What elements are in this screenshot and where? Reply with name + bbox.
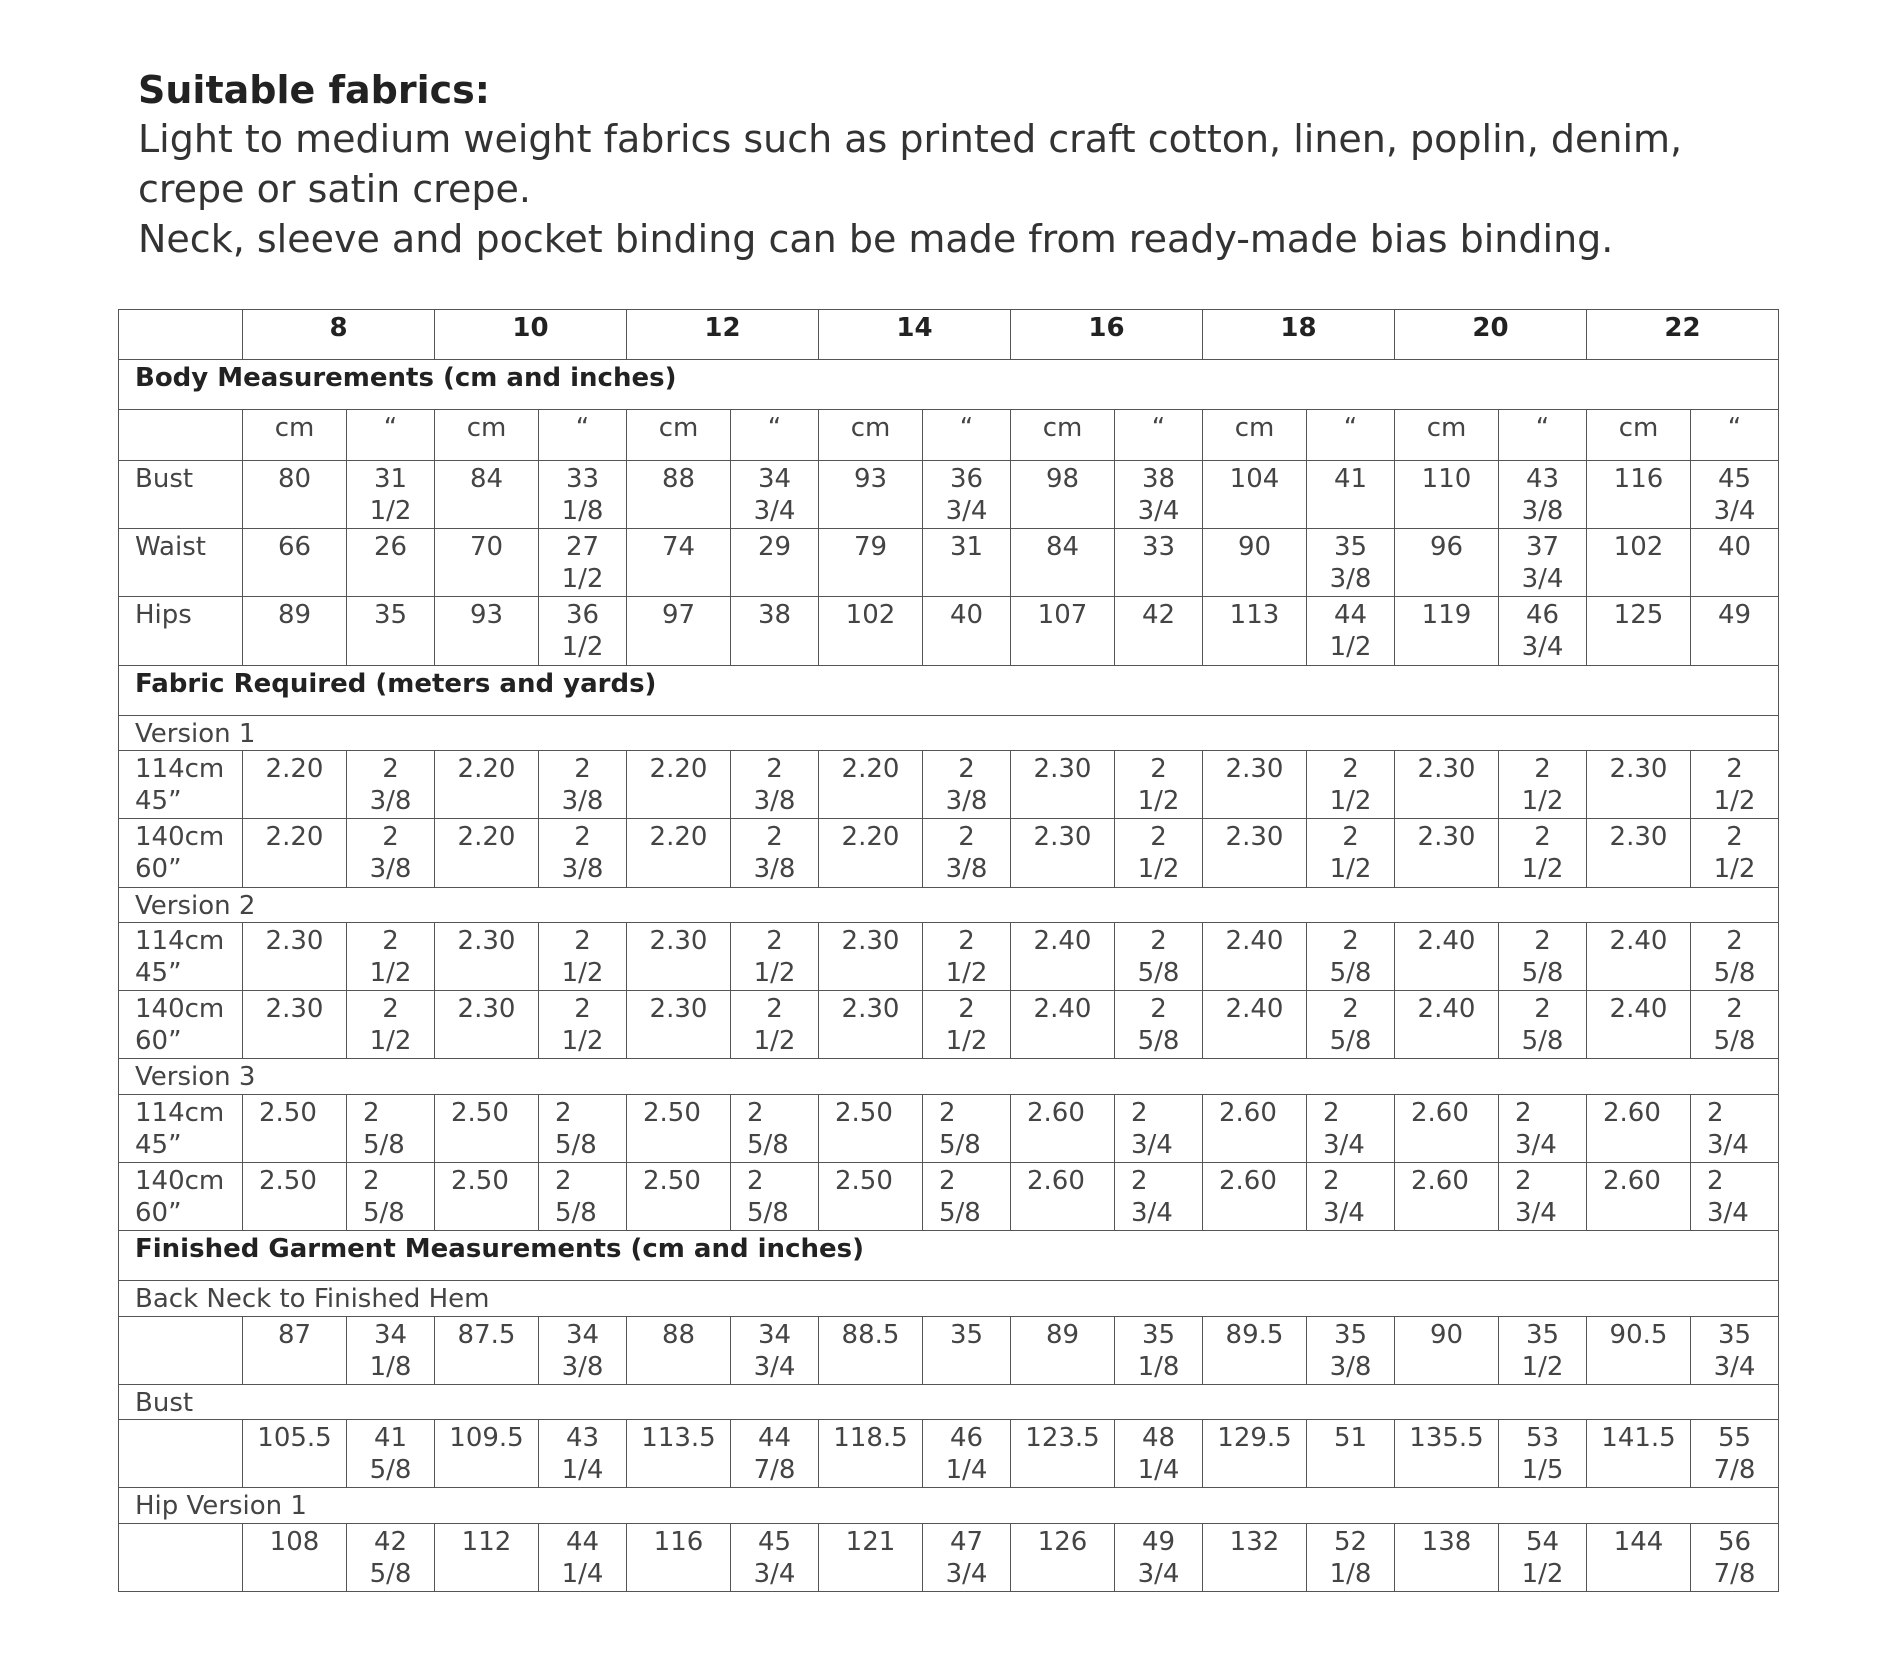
finished-cell: 34 3/4 — [731, 1316, 819, 1384]
measure-cell: 38 — [731, 597, 819, 665]
measure-cell: 96 — [1395, 529, 1499, 597]
measure-cell: 79 — [819, 529, 923, 597]
finished-group-label: Bust — [119, 1384, 1779, 1419]
finished-cell: 105.5 — [243, 1420, 347, 1488]
finished-cell: 41 5/8 — [347, 1420, 435, 1488]
version-label: Version 1 — [119, 715, 1779, 750]
size-header-row — [119, 310, 1779, 360]
fabric-cell: 2.40 — [1203, 991, 1307, 1059]
fabric-cell: 2 5/8 — [731, 1094, 819, 1162]
row-label: Bust — [119, 460, 243, 528]
finished-cell: 34 1/8 — [347, 1316, 435, 1384]
fabric-cell: 2 5/8 — [1307, 991, 1395, 1059]
fabric-cell: 2 3/8 — [923, 751, 1011, 819]
fabric-section-row — [119, 665, 1779, 715]
fabric-cell: 2.30 — [1203, 819, 1307, 887]
unit-cm: cm — [1395, 410, 1499, 460]
fabric-cell: 2.50 — [627, 1162, 731, 1230]
unit-row-corner — [119, 410, 243, 460]
measure-cell: 90 — [1203, 529, 1307, 597]
fabric-cell: 2 3/8 — [539, 819, 627, 887]
measure-cell: 66 — [243, 529, 347, 597]
size-header-10: 10 — [435, 310, 627, 360]
fabric-row — [119, 1162, 1779, 1230]
measure-cell: 36 1/2 — [539, 597, 627, 665]
size-header-8: 8 — [243, 310, 435, 360]
measure-cell: 102 — [1587, 529, 1691, 597]
measure-cell: 113 — [1203, 597, 1307, 665]
finished-cell: 144 — [1587, 1523, 1691, 1591]
fabric-cell: 2 5/8 — [923, 1162, 1011, 1230]
finished-cell: 116 — [627, 1523, 731, 1591]
measure-cell: 40 — [1691, 529, 1779, 597]
finished-cell: 35 3/8 — [1307, 1316, 1395, 1384]
finished-section-row — [119, 1231, 1779, 1281]
finished-cell: 42 5/8 — [347, 1523, 435, 1591]
finished-cell: 132 — [1203, 1523, 1307, 1591]
fabric-cell: 2 1/2 — [539, 991, 627, 1059]
fabric-cell: 2.20 — [627, 751, 731, 819]
fabric-cell: 2 3/4 — [1499, 1094, 1587, 1162]
fabric-cell: 2 3/8 — [731, 819, 819, 887]
measure-cell: 125 — [1587, 597, 1691, 665]
finished-cell: 35 3/4 — [1691, 1316, 1779, 1384]
finished-cell: 51 — [1307, 1420, 1395, 1488]
finished-cell: 113.5 — [627, 1420, 731, 1488]
fabric-cell: 2.30 — [1395, 751, 1499, 819]
measure-cell: 97 — [627, 597, 731, 665]
unit-row — [119, 410, 1779, 460]
fabric-cell: 2.40 — [1011, 991, 1115, 1059]
finished-cell: 47 3/4 — [923, 1523, 1011, 1591]
fabric-description-line-1: Light to medium weight fabrics such as printed craft cotton, linen, poplin, denim, — [138, 117, 1683, 161]
fabric-cell: 2.40 — [1587, 991, 1691, 1059]
finished-values-row — [119, 1523, 1779, 1591]
finished-group-row — [119, 1384, 1779, 1419]
fabric-cell: 2.50 — [435, 1094, 539, 1162]
fabric-cell: 2 5/8 — [1691, 991, 1779, 1059]
finished-cell: 49 3/4 — [1115, 1523, 1203, 1591]
fabric-cell: 2 5/8 — [923, 1094, 1011, 1162]
finished-values-row — [119, 1316, 1779, 1384]
finished-cell: 118.5 — [819, 1420, 923, 1488]
finished-cell: 90 — [1395, 1316, 1499, 1384]
version-row — [119, 887, 1779, 922]
size-header-16: 16 — [1011, 310, 1203, 360]
unit-inches: “ — [1115, 410, 1203, 460]
finished-group-label: Back Neck to Finished Hem — [119, 1281, 1779, 1316]
finished-cell: 54 1/2 — [1499, 1523, 1587, 1591]
fabric-cell: 2.60 — [1011, 1162, 1115, 1230]
measure-cell: 84 — [1011, 529, 1115, 597]
measure-cell: 29 — [731, 529, 819, 597]
finished-cell: 141.5 — [1587, 1420, 1691, 1488]
finished-group-label: Hip Version 1 — [119, 1488, 1779, 1523]
finished-cell: 89.5 — [1203, 1316, 1307, 1384]
measure-cell: 35 — [347, 597, 435, 665]
finished-cell: 35 1/2 — [1499, 1316, 1587, 1384]
unit-inches: “ — [1307, 410, 1395, 460]
measure-cell: 89 — [243, 597, 347, 665]
fabric-cell: 2 1/2 — [923, 991, 1011, 1059]
size-header-22: 22 — [1587, 310, 1779, 360]
finished-cell: 123.5 — [1011, 1420, 1115, 1488]
size-header-12: 12 — [627, 310, 819, 360]
version-label: Version 2 — [119, 887, 1779, 922]
fabric-cell: 2 1/2 — [539, 922, 627, 990]
fabric-cell: 2.30 — [243, 922, 347, 990]
fabric-cell: 2.20 — [819, 751, 923, 819]
fabric-cell: 2.30 — [1395, 819, 1499, 887]
measure-cell: 116 — [1587, 460, 1691, 528]
fabric-cell: 2 1/2 — [1691, 751, 1779, 819]
size-header-20: 20 — [1395, 310, 1587, 360]
fabric-cell: 2.50 — [435, 1162, 539, 1230]
finished-cell: 52 1/8 — [1307, 1523, 1395, 1591]
fabric-cell: 2.60 — [1587, 1094, 1691, 1162]
fabric-cell: 2.20 — [243, 751, 347, 819]
measure-cell: 98 — [1011, 460, 1115, 528]
fabric-row — [119, 819, 1779, 887]
finished-cell: 43 1/4 — [539, 1420, 627, 1488]
finished-row-label — [119, 1420, 243, 1488]
finished-cell: 87 — [243, 1316, 347, 1384]
fabric-cell: 2.30 — [1203, 751, 1307, 819]
measure-cell: 33 1/8 — [539, 460, 627, 528]
fabric-cell: 2.20 — [435, 819, 539, 887]
finished-group-row — [119, 1488, 1779, 1523]
body-row-hips — [119, 597, 1779, 665]
unit-cm: cm — [819, 410, 923, 460]
measure-cell: 110 — [1395, 460, 1499, 528]
body-row-bust — [119, 460, 1779, 528]
measure-cell: 93 — [819, 460, 923, 528]
finished-cell: 44 7/8 — [731, 1420, 819, 1488]
finished-cell: 87.5 — [435, 1316, 539, 1384]
version-row — [119, 715, 1779, 750]
unit-cm: cm — [243, 410, 347, 460]
fabric-cell: 2.30 — [627, 991, 731, 1059]
measure-cell: 33 — [1115, 529, 1203, 597]
fabric-cell: 2 1/2 — [731, 991, 819, 1059]
finished-cell: 55 7/8 — [1691, 1420, 1779, 1488]
measure-cell: 107 — [1011, 597, 1115, 665]
fabric-cell: 2 5/8 — [1307, 922, 1395, 990]
fabric-cell: 2.50 — [243, 1162, 347, 1230]
fabric-cell: 2 1/2 — [731, 922, 819, 990]
fabric-cell: 2 1/2 — [1499, 751, 1587, 819]
measure-cell: 35 3/8 — [1307, 529, 1395, 597]
measure-cell: 36 3/4 — [923, 460, 1011, 528]
fabric-cell: 2 5/8 — [1499, 922, 1587, 990]
measure-cell: 27 1/2 — [539, 529, 627, 597]
measure-cell: 80 — [243, 460, 347, 528]
fabric-width-label: 140cm 60” — [119, 819, 243, 887]
fabric-cell: 2.20 — [435, 751, 539, 819]
fabric-cell: 2.30 — [435, 991, 539, 1059]
finished-cell: 88 — [627, 1316, 731, 1384]
measure-cell: 31 — [923, 529, 1011, 597]
fabric-cell: 2 1/2 — [1115, 751, 1203, 819]
fabric-cell: 2 1/2 — [1115, 819, 1203, 887]
unit-cm: cm — [435, 410, 539, 460]
fabric-width-label: 114cm 45” — [119, 1094, 243, 1162]
finished-cell: 109.5 — [435, 1420, 539, 1488]
fabric-cell: 2 3/8 — [347, 751, 435, 819]
fabric-cell: 2 3/4 — [1115, 1094, 1203, 1162]
body-measurements-heading: Body Measurements (cm and inches) — [119, 360, 1779, 410]
measure-cell: 41 — [1307, 460, 1395, 528]
finished-cell: 88.5 — [819, 1316, 923, 1384]
measure-cell: 26 — [347, 529, 435, 597]
unit-inches: “ — [539, 410, 627, 460]
fabric-cell: 2.30 — [435, 922, 539, 990]
finished-cell: 35 — [923, 1316, 1011, 1384]
finished-cell: 121 — [819, 1523, 923, 1591]
fabric-cell: 2 5/8 — [1499, 991, 1587, 1059]
fabric-cell: 2 3/8 — [923, 819, 1011, 887]
fabric-cell: 2.20 — [819, 819, 923, 887]
unit-inches: “ — [347, 410, 435, 460]
fabric-cell: 2 1/2 — [1499, 819, 1587, 887]
fabric-cell: 2.40 — [1587, 922, 1691, 990]
fabric-cell: 2 1/2 — [347, 991, 435, 1059]
fabric-cell: 2 1/2 — [1691, 819, 1779, 887]
fabric-cell: 2.30 — [1587, 751, 1691, 819]
fabric-row — [119, 751, 1779, 819]
size-header-18: 18 — [1203, 310, 1395, 360]
fabric-cell: 2.60 — [1203, 1094, 1307, 1162]
finished-group-row — [119, 1281, 1779, 1316]
finished-garment-heading: Finished Garment Measurements (cm and inches) — [119, 1231, 1779, 1281]
fabric-cell: 2 3/4 — [1691, 1162, 1779, 1230]
fabric-cell: 2 5/8 — [731, 1162, 819, 1230]
fabric-cell: 2 3/8 — [731, 751, 819, 819]
fabric-cell: 2 3/4 — [1691, 1094, 1779, 1162]
binding-note: Neck, sleeve and pocket binding can be made from ready-made bias binding. — [138, 217, 1614, 261]
fabric-cell: 2 3/8 — [347, 819, 435, 887]
unit-cm: cm — [1011, 410, 1115, 460]
measure-cell: 119 — [1395, 597, 1499, 665]
finished-cell: 53 1/5 — [1499, 1420, 1587, 1488]
finished-cell: 34 3/8 — [539, 1316, 627, 1384]
fabric-cell: 2 1/2 — [347, 922, 435, 990]
fabric-cell: 2 3/4 — [1307, 1094, 1395, 1162]
fabric-cell: 2.50 — [819, 1162, 923, 1230]
fabric-cell: 2.60 — [1395, 1094, 1499, 1162]
fabric-cell: 2.40 — [1203, 922, 1307, 990]
fabric-cell: 2.60 — [1011, 1094, 1115, 1162]
fabric-cell: 2.50 — [819, 1094, 923, 1162]
measure-cell: 46 3/4 — [1499, 597, 1587, 665]
unit-inches: “ — [923, 410, 1011, 460]
fabric-width-label: 114cm 45” — [119, 751, 243, 819]
body-row-waist — [119, 529, 1779, 597]
measure-cell: 102 — [819, 597, 923, 665]
measure-cell: 49 — [1691, 597, 1779, 665]
fabric-cell: 2.60 — [1587, 1162, 1691, 1230]
measure-cell: 70 — [435, 529, 539, 597]
unit-cm: cm — [1587, 410, 1691, 460]
fabric-cell: 2.30 — [819, 922, 923, 990]
fabric-cell: 2 3/4 — [1115, 1162, 1203, 1230]
row-label: Waist — [119, 529, 243, 597]
fabric-cell: 2 5/8 — [1115, 991, 1203, 1059]
finished-row-label — [119, 1523, 243, 1591]
measure-cell: 74 — [627, 529, 731, 597]
fabric-cell: 2.50 — [243, 1094, 347, 1162]
finished-cell: 46 1/4 — [923, 1420, 1011, 1488]
finished-cell: 90.5 — [1587, 1316, 1691, 1384]
fabric-cell: 2.30 — [627, 922, 731, 990]
version-row — [119, 1059, 1779, 1094]
fabric-description-line-2: crepe or satin crepe. — [138, 167, 531, 211]
fabric-row — [119, 922, 1779, 990]
unit-inches: “ — [731, 410, 819, 460]
fabric-cell: 2.60 — [1395, 1162, 1499, 1230]
measure-cell: 31 1/2 — [347, 460, 435, 528]
fabric-cell: 2 5/8 — [1691, 922, 1779, 990]
fabric-cell: 2.40 — [1395, 991, 1499, 1059]
finished-cell: 138 — [1395, 1523, 1499, 1591]
fabric-cell: 2 5/8 — [539, 1094, 627, 1162]
fabric-cell: 2.60 — [1203, 1162, 1307, 1230]
fabric-cell: 2 3/4 — [1499, 1162, 1587, 1230]
measure-cell: 84 — [435, 460, 539, 528]
fabric-cell: 2 5/8 — [539, 1162, 627, 1230]
finished-cell: 44 1/4 — [539, 1523, 627, 1591]
fabric-cell: 2 5/8 — [347, 1162, 435, 1230]
finished-cell: 89 — [1011, 1316, 1115, 1384]
fabric-row — [119, 991, 1779, 1059]
fabric-cell: 2 1/2 — [1307, 751, 1395, 819]
finished-cell: 112 — [435, 1523, 539, 1591]
fabric-width-label: 114cm 45” — [119, 922, 243, 990]
measure-cell: 93 — [435, 597, 539, 665]
row-label: Hips — [119, 597, 243, 665]
measure-cell: 42 — [1115, 597, 1203, 665]
body-section-row — [119, 360, 1779, 410]
finished-cell: 45 3/4 — [731, 1523, 819, 1591]
fabric-cell: 2 3/8 — [539, 751, 627, 819]
fabric-cell: 2 1/2 — [923, 922, 1011, 990]
fabric-cell: 2 1/2 — [1307, 819, 1395, 887]
fabric-cell: 2.30 — [243, 991, 347, 1059]
fabric-cell: 2.30 — [819, 991, 923, 1059]
size-header-14: 14 — [819, 310, 1011, 360]
suitable-fabrics-heading: Suitable fabrics: — [138, 68, 490, 112]
measure-cell: 38 3/4 — [1115, 460, 1203, 528]
size-chart-table — [118, 309, 1779, 1592]
finished-values-row — [119, 1420, 1779, 1488]
unit-inches: “ — [1691, 410, 1779, 460]
measure-cell: 88 — [627, 460, 731, 528]
finished-row-label — [119, 1316, 243, 1384]
unit-cm: cm — [1203, 410, 1307, 460]
version-label: Version 3 — [119, 1059, 1779, 1094]
finished-cell: 35 1/8 — [1115, 1316, 1203, 1384]
fabric-cell: 2.40 — [1011, 922, 1115, 990]
fabric-cell: 2.30 — [1587, 819, 1691, 887]
fabric-width-label: 140cm 60” — [119, 991, 243, 1059]
fabric-width-label: 140cm 60” — [119, 1162, 243, 1230]
finished-cell: 129.5 — [1203, 1420, 1307, 1488]
fabric-row — [119, 1094, 1779, 1162]
fabric-cell: 2.50 — [627, 1094, 731, 1162]
measure-cell: 104 — [1203, 460, 1307, 528]
fabric-cell: 2.20 — [243, 819, 347, 887]
suitable-fabrics-block — [138, 66, 1818, 264]
finished-cell: 48 1/4 — [1115, 1420, 1203, 1488]
unit-cm: cm — [627, 410, 731, 460]
fabric-cell: 2 3/4 — [1307, 1162, 1395, 1230]
measure-cell: 45 3/4 — [1691, 460, 1779, 528]
fabric-cell: 2.30 — [1011, 751, 1115, 819]
measure-cell: 43 3/8 — [1499, 460, 1587, 528]
finished-cell: 135.5 — [1395, 1420, 1499, 1488]
fabric-cell: 2.40 — [1395, 922, 1499, 990]
fabric-cell: 2.20 — [627, 819, 731, 887]
finished-cell: 108 — [243, 1523, 347, 1591]
fabric-required-heading: Fabric Required (meters and yards) — [119, 665, 1779, 715]
measure-cell: 40 — [923, 597, 1011, 665]
size-header-corner — [119, 310, 243, 360]
measure-cell: 44 1/2 — [1307, 597, 1395, 665]
fabric-cell: 2.30 — [1011, 819, 1115, 887]
fabric-cell: 2 5/8 — [1115, 922, 1203, 990]
unit-inches: “ — [1499, 410, 1587, 460]
finished-cell: 126 — [1011, 1523, 1115, 1591]
fabric-cell: 2 5/8 — [347, 1094, 435, 1162]
measure-cell: 34 3/4 — [731, 460, 819, 528]
finished-cell: 56 7/8 — [1691, 1523, 1779, 1591]
measure-cell: 37 3/4 — [1499, 529, 1587, 597]
